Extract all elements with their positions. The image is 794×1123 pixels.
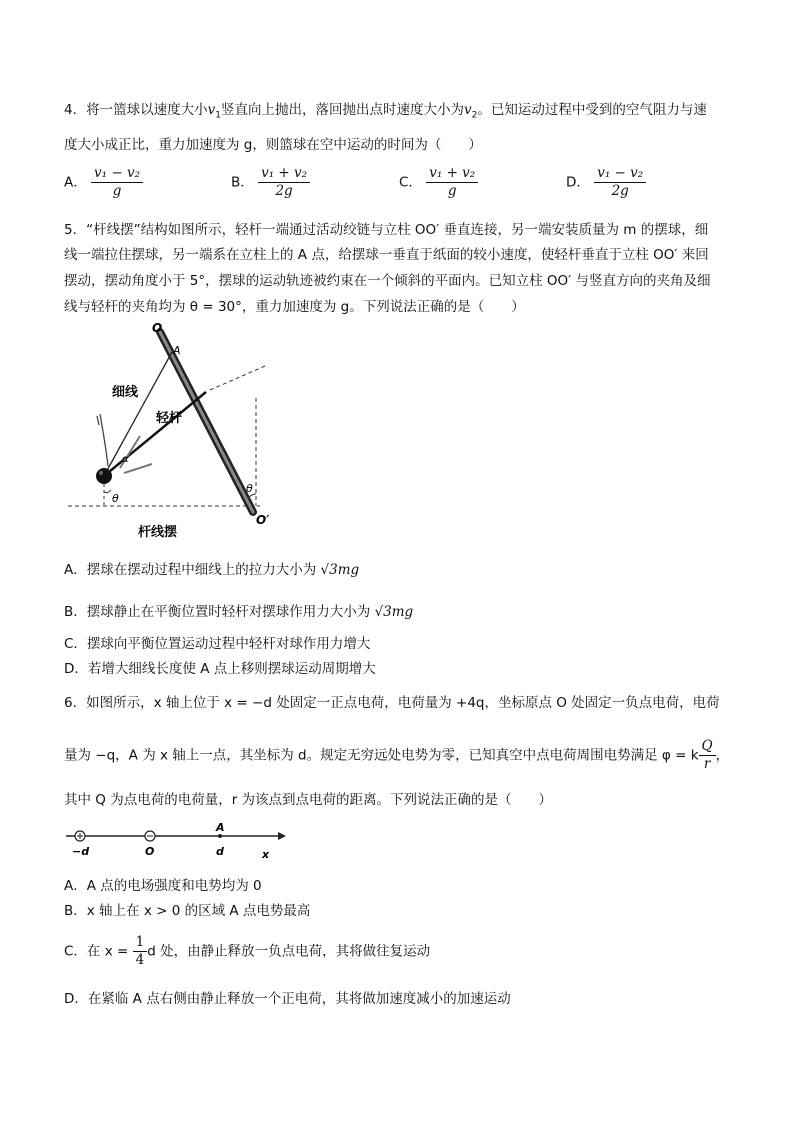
figure-caption: 杆线摆 [138, 525, 178, 540]
label-d: d [216, 845, 224, 858]
q4-option-a-fraction: $\frac{\text{v₁ − v₂}}{g}$ [91, 165, 143, 200]
label-alpha: α [122, 454, 129, 465]
label-a: A [173, 344, 181, 357]
label-theta-right: θ [246, 482, 253, 495]
theta-arc-bottom [104, 490, 111, 493]
label-x: x [262, 848, 270, 861]
q5-option-b: B．摆球静止在平衡位置时轻杆对摆球作用力大小为 √3mg [64, 604, 414, 620]
q5-option-a: A．摆球在摆动过程中细线上的拉力大小为 √3mg [64, 562, 360, 578]
q6-option-d: D．在紧临 A 点右侧由静止释放一个正电荷，其将做加速度减小的加速运动 [64, 991, 511, 1007]
q5-option-d: D．若增大细线长度使 A 点上移则摆球运动周期增大 [64, 661, 376, 677]
q6-option-c-fraction: $\frac{1}{4}$ [133, 934, 148, 969]
label-a: A [216, 821, 225, 834]
q6-potential-fraction: $\frac{Q}{r}$ [699, 738, 716, 773]
q4-option-b-fraction: $\frac{\text{v₁ + v₂}}{2g}$ [258, 165, 310, 200]
q6-option-c: C．在 x = $\frac{1}{4}$ d 处，由静止释放一负点电荷，其将做往复运动 [64, 934, 431, 968]
point-a [218, 834, 222, 838]
q4-line1: 4．将一篮球以速度大小$v_1$竖直向上抛出，落回抛出点时速度大小为$v_2$。已知运动过程中受到的空气阻力与速 [64, 102, 707, 121]
q5-line2: 线一端拉住摆球，另一端系在立柱上的 A 点，给摆球一垂直于纸面的较小速度，使轻杆垂直于立柱 OO′ 来回 [64, 247, 709, 263]
q5-option-c: C．摆球向平衡位置运动过程中轻杆对球作用力增大 [64, 636, 371, 652]
q5-figure-rod-pendulum [60, 318, 275, 548]
q4-option-b: B． $\frac{\text{v₁ + v₂}}{2g}$ [231, 165, 310, 200]
q4-option-c-fraction: $\frac{\text{v₁ + v₂}}{g}$ [426, 165, 478, 200]
label-o: O [152, 321, 163, 335]
q4-line2: 度大小成正比，重力加速度为 g，则篮球在空中运动的时间为（ ） [64, 137, 482, 153]
x-axis-arrow [278, 832, 286, 840]
label-string: 细线 [112, 385, 139, 400]
q5-line3: 摆动，摆动角度小于 5°，摆球的运动轨迹被约束在一个倾斜的平面内。已知立柱 OO′ 与竖直方向的夹角及细 [64, 273, 711, 289]
q6-figure-x-axis [62, 820, 292, 862]
q4-option-a: A． $\frac{\text{v₁ − v₂}}{g}$ [64, 165, 143, 200]
label-theta-bottom: θ [112, 492, 119, 505]
q4-option-d-fraction: $\frac{\text{v₁ − v₂}}{2g}$ [594, 165, 646, 200]
q6-option-b: B．x 轴上在 x > 0 的区域 A 点电势最高 [64, 903, 311, 919]
q6-option-a: A．A 点的电场强度和电势均为 0 [64, 878, 262, 894]
q5-line4: 线与轻杆的夹角均为 θ = 30°，重力加速度为 g。下列说法正确的是（ ） [64, 299, 525, 315]
rod-extension-dashed-line [210, 366, 265, 390]
light-rod [104, 392, 206, 476]
q6-line1: 6．如图所示，x 轴上位于 x = −d 处固定一正点电荷，电荷量为 +4q，坐标原点 O 处固定一负点电荷，电荷 [64, 695, 720, 711]
label-minus-d: −d [72, 845, 90, 858]
q5-line1: 5．“杆线摆”结构如图所示，轻杆一端通过活动绞链与立柱 OO′ 垂直连接，另一端安装质量为 m 的摆球，细 [64, 222, 709, 238]
q4-option-d: D． $\frac{\text{v₁ − v₂}}{2g}$ [566, 165, 646, 200]
swing-arc [100, 414, 108, 466]
label-o-prime: O′ [256, 513, 270, 527]
pendulum-ball [96, 468, 112, 484]
label-rod: 轻杆 [156, 411, 183, 426]
q6-line2: 量为 −q，A 为 x 轴上一点，其坐标为 d。规定无穷远处电势为零，已知真空中点电荷周围电势满足 φ = k $\frac{Q}{r}$ ， [64, 738, 730, 772]
label-o: O [145, 845, 155, 858]
q6-line3: 其中 Q 为点电荷的电荷量，r 为该点到点电荷的距离。下列说法正确的是（ ） [64, 792, 553, 808]
q4-option-c: C． $\frac{\text{v₁ + v₂}}{g}$ [399, 165, 478, 200]
